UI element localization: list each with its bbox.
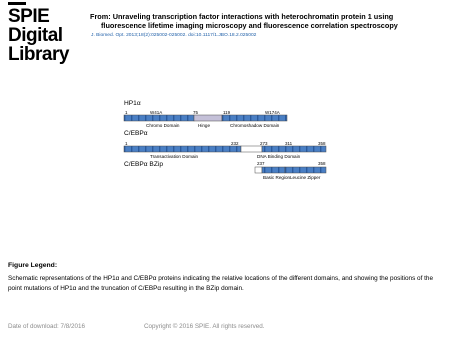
- bzip-basic-region-bar: [262, 167, 285, 173]
- hp1a-label: HP1α: [124, 100, 141, 107]
- logo-line-2: Digital: [8, 25, 63, 46]
- hp1a-tick-1: 1: [125, 110, 128, 115]
- logo-line-3: Library: [8, 44, 69, 65]
- bzip-tick-358: 358: [318, 161, 326, 166]
- hp1a-hinge-label: Hinge: [198, 123, 211, 128]
- figure-legend-text: Schematic representations of the HP1α and C/EBPα proteins indicating the relative locations of the different domains, and showing the positions of the point mutations of HP1α and the truncation of C/EBPα resulting in the BZip domain.: [8, 275, 434, 292]
- cebpa-tick-273: 273: [260, 141, 268, 146]
- hp1a-chromo-label: Chromo Domain: [146, 123, 180, 128]
- cebpa-tick-232: 232: [231, 141, 239, 146]
- bzip-leucine-zipper-label: Leucine Zipper: [290, 175, 321, 180]
- hp1a-hinge-bar: [194, 115, 222, 121]
- copyright-notice: Copyright © 2016 SPIE. All rights reserved.: [144, 323, 265, 330]
- article-citation[interactable]: J. Biomed. Opt. 2013;18(2):025002-025002. doi:10.1117/1.JBO.18.2.025002: [91, 33, 257, 38]
- download-date: Date of download: 7/8/2016: [8, 323, 86, 330]
- cebpa-dna-binding-bar: [262, 146, 326, 152]
- bzip-basic-region-label: Basic Region: [263, 175, 291, 180]
- cebpa-dna-binding-label: DNA Binding Domain: [257, 154, 301, 159]
- cebpa-tick-1: 1: [125, 141, 128, 146]
- hp1a-chromo-bar: [124, 115, 194, 121]
- hp1a-tick-119: 119: [223, 110, 231, 115]
- hp1a-chromoshadow-bar: [222, 115, 287, 121]
- hp1a-tick-75: 75: [193, 110, 199, 115]
- cebpa-tick-311: 311: [285, 141, 293, 146]
- hp1a-chromoshadow-label: Chromoshadow Domain: [230, 123, 280, 128]
- bzip-tick-237: 237: [257, 161, 265, 166]
- cebpa-tick-358: 358: [318, 141, 326, 146]
- article-title-line-1: From: Unraveling transcription factor interactions with heterochromatin protein 1 using: [90, 12, 394, 21]
- cebpa-transactivation-label: Transactivation Domain: [150, 154, 199, 159]
- hp1a-tick-w41a: W41A: [150, 110, 163, 115]
- cebpa-transactivation-bar: [124, 146, 241, 152]
- figure-legend-heading: Figure Legend:: [8, 262, 58, 269]
- bzip-leucine-zipper-bar: [285, 167, 326, 173]
- cebpa-linker-bar: [241, 146, 262, 152]
- logo-line-1: SPIE: [8, 6, 50, 27]
- hp1a-tick-w174a: W174A: [265, 110, 280, 115]
- cebpa-label: C/EBPα: [124, 130, 148, 137]
- bzip-label: C/EBPα BZip: [124, 161, 163, 168]
- article-title-line-2: fluorescence lifetime imaging microscopy and fluorescence correlation spectroscopy: [101, 21, 398, 31]
- bzip-linker-bar: [255, 167, 262, 173]
